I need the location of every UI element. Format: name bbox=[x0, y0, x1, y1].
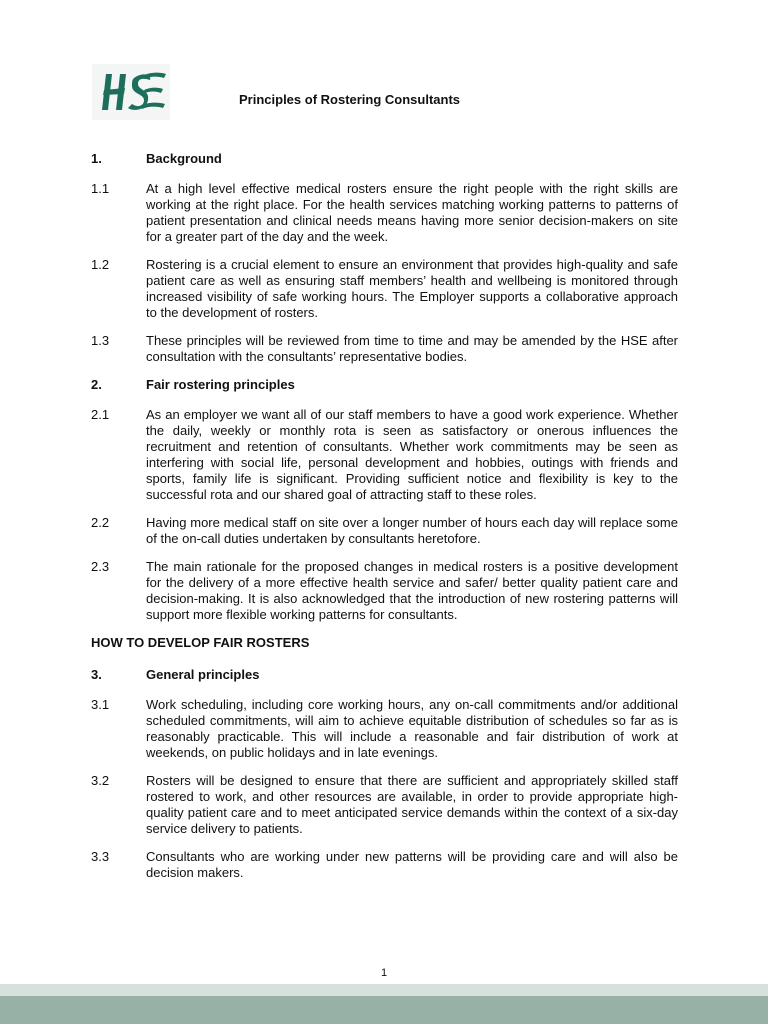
section-number: 3. bbox=[91, 667, 102, 682]
paragraph bbox=[91, 257, 678, 321]
paragraph-number: 2.2 bbox=[91, 515, 110, 530]
document-body bbox=[91, 151, 678, 893]
paragraph-number: 1.3 bbox=[91, 333, 110, 348]
paragraph bbox=[91, 849, 678, 881]
paragraph-text: Rostering is a crucial element to ensure an environment that provides high-quality and safe patient care as well as ensuring staff members’ health and wellbeing is monitored through increased visibility of safe working hours. The Employer supports a collaborative approach to the development of rosters. bbox=[146, 257, 678, 320]
paragraph bbox=[91, 697, 678, 761]
paragraph-number: 3.3 bbox=[91, 849, 110, 864]
paragraph-number: 1.2 bbox=[91, 257, 110, 272]
hse-logo-mark bbox=[92, 64, 170, 120]
paragraph-text: Consultants who are working under new patterns will be providing care and will also be decision makers. bbox=[146, 849, 678, 880]
section-number: 2. bbox=[91, 377, 102, 392]
paragraph bbox=[91, 773, 678, 837]
paragraph bbox=[91, 181, 678, 245]
footer-band-light bbox=[0, 984, 768, 996]
paragraph-text: Rosters will be designed to ensure that there are sufficient and appropriately skilled staff rostered to work, and other resources are available, in order to provide appropriate high-quality patient care and to meet anticipated service demands within the context of a six-day service delivery to patients. bbox=[146, 773, 678, 836]
paragraph bbox=[91, 407, 678, 503]
page-number: 1 bbox=[380, 967, 388, 979]
paragraph bbox=[91, 333, 678, 365]
paragraph-text: Work scheduling, including core working hours, any on-call commitments and/or additional scheduled commitments, will aim to achieve equitable distribution of schedules so far as is reasonably practicable. This will include a reasonable and fair distribution of work at weekends, on public holidays and in late evenings. bbox=[146, 697, 678, 760]
paragraph-number: 2.1 bbox=[91, 407, 110, 422]
section-title: Background bbox=[146, 151, 222, 166]
section-number: 1. bbox=[91, 151, 102, 166]
paragraph-text: The main rationale for the proposed changes in medical rosters is a positive development for the delivery of a more effective health service and safer/ better quality patient care and decision-making. It is also acknowledged that the introduction of new rostering patterns will support more flexible working patterns for consultants. bbox=[146, 559, 678, 622]
section-heading bbox=[91, 377, 678, 393]
section-title: Fair rostering principles bbox=[146, 377, 295, 392]
paragraph-text: These principles will be reviewed from time to time and may be amended by the HSE after consultation with the consultants’ representative bodies. bbox=[146, 333, 678, 364]
paragraph-text: As an employer we want all of our staff members to have a good work experience. Whether the daily, weekly or monthly rota is seen as satisfactory or onerous influences the recruitment and retention of consultants. Whether work commitments may be seen as interfering with social life, personal development and hobbies, outings with friends and sports, family life is significant. Providing sufficient notice and flexibility is key to the successful rota and our shared goal of attracting staff to these roles. bbox=[146, 407, 678, 502]
document-title: Principles of Rostering Consultants bbox=[239, 92, 461, 107]
paragraph-number: 3.2 bbox=[91, 773, 110, 788]
paragraph-number: 2.3 bbox=[91, 559, 110, 574]
paragraph-number: 3.1 bbox=[91, 697, 110, 712]
paragraph bbox=[91, 515, 678, 547]
section-heading bbox=[91, 151, 678, 167]
footer-band-dark bbox=[0, 996, 768, 1024]
paragraph-text: Having more medical staff on site over a longer number of hours each day will replace some of the on-call duties undertaken by consultants heretofore. bbox=[146, 515, 678, 546]
paragraph-text: At a high level effective medical rosters ensure the right people with the right skills are working at the right place. For the health services matching working patterns to patterns of patient presentation and clinical needs means having more senior decision-makers on site for a greater part of the day and the week. bbox=[146, 181, 678, 244]
part-heading: HOW TO DEVELOP FAIR ROSTERS bbox=[91, 635, 310, 650]
paragraph bbox=[91, 559, 678, 623]
section-title: General principles bbox=[146, 667, 260, 682]
hse-logo bbox=[92, 64, 170, 120]
paragraph-number: 1.1 bbox=[91, 181, 110, 196]
section-heading bbox=[91, 667, 678, 683]
